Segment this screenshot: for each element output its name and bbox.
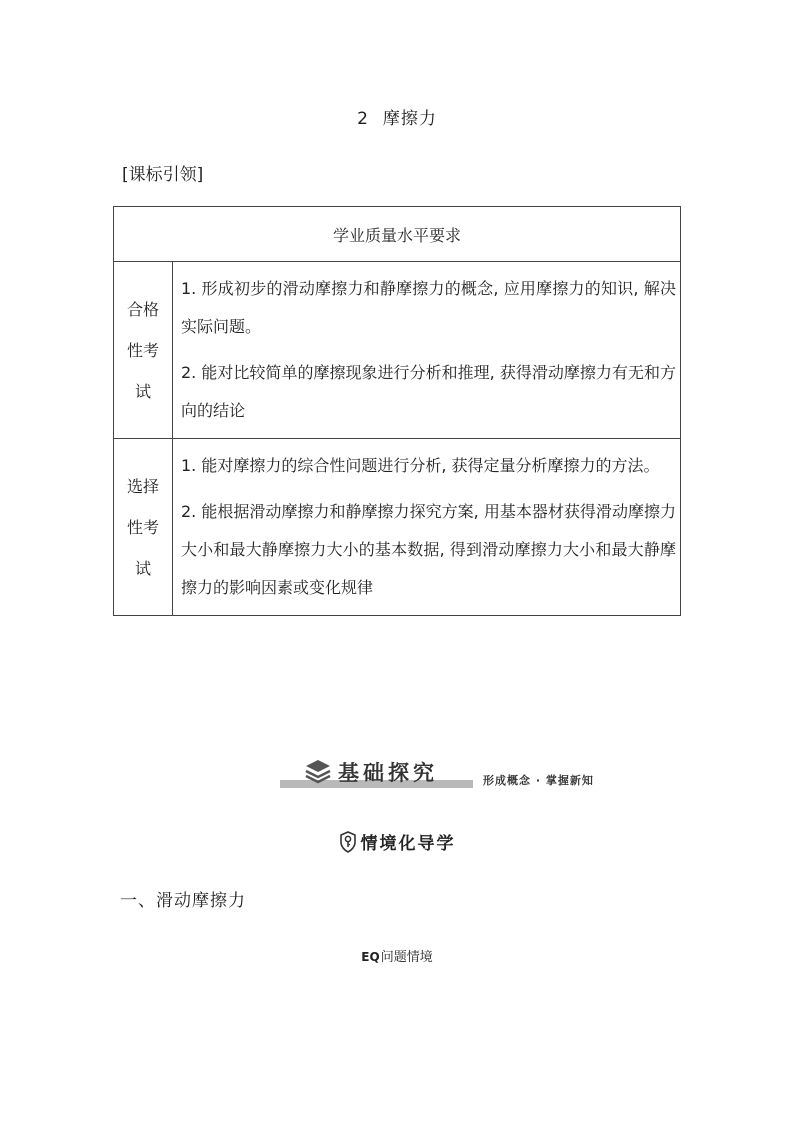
lesson-number: 2 bbox=[357, 109, 369, 129]
problem-situation-text: 问题情境 bbox=[380, 950, 433, 965]
requirements-table bbox=[113, 206, 681, 616]
requirement-item: 2. 能根据滑动摩擦力和静摩擦力探究方案, 用基本器材获得滑动摩擦力大小和最大静摩擦力大小的基本数据, 得到滑动摩擦力大小和最大静摩擦力的影响因素或变化规律 bbox=[181, 502, 676, 597]
requirement-item: 1. 形成初步的滑动摩擦力和静摩擦力的概念, 应用摩擦力的知识, 解决实际问题。 bbox=[181, 279, 676, 336]
banner-subtitle: 形成概念 · 掌握新知 bbox=[483, 774, 594, 787]
lesson-title: 摩擦力 bbox=[382, 109, 437, 129]
section-heading: 一、滑动摩擦力 bbox=[120, 891, 246, 911]
requirements-cell bbox=[173, 439, 681, 616]
level-cell-qualified: 合格 性考 试 bbox=[114, 262, 173, 439]
section-banner bbox=[278, 756, 618, 792]
problem-situation-label bbox=[0, 946, 794, 965]
banner-title: 基础探究 bbox=[338, 761, 438, 785]
page-title bbox=[0, 104, 794, 129]
table-header: 学业质量水平要求 bbox=[114, 207, 681, 262]
situation-heading-text: 情境化导学 bbox=[360, 834, 456, 854]
table-row bbox=[114, 439, 681, 616]
curriculum-label: [课标引领] bbox=[122, 165, 204, 185]
key-shield-icon bbox=[339, 831, 357, 853]
question-icon: EQ bbox=[361, 950, 380, 964]
situation-heading bbox=[0, 829, 794, 854]
level-cell-elective: 选择 性考 试 bbox=[114, 439, 173, 616]
requirement-item: 2. 能对比较简单的摩擦现象进行分析和推理, 获得滑动摩擦力有无和方向的结论 bbox=[181, 363, 676, 420]
requirement-item: 1. 能对摩擦力的综合性问题进行分析, 获得定量分析摩擦力的方法。 bbox=[181, 456, 660, 475]
table-row bbox=[114, 262, 681, 439]
stack-layers-icon bbox=[304, 758, 332, 784]
requirements-cell bbox=[173, 262, 681, 439]
